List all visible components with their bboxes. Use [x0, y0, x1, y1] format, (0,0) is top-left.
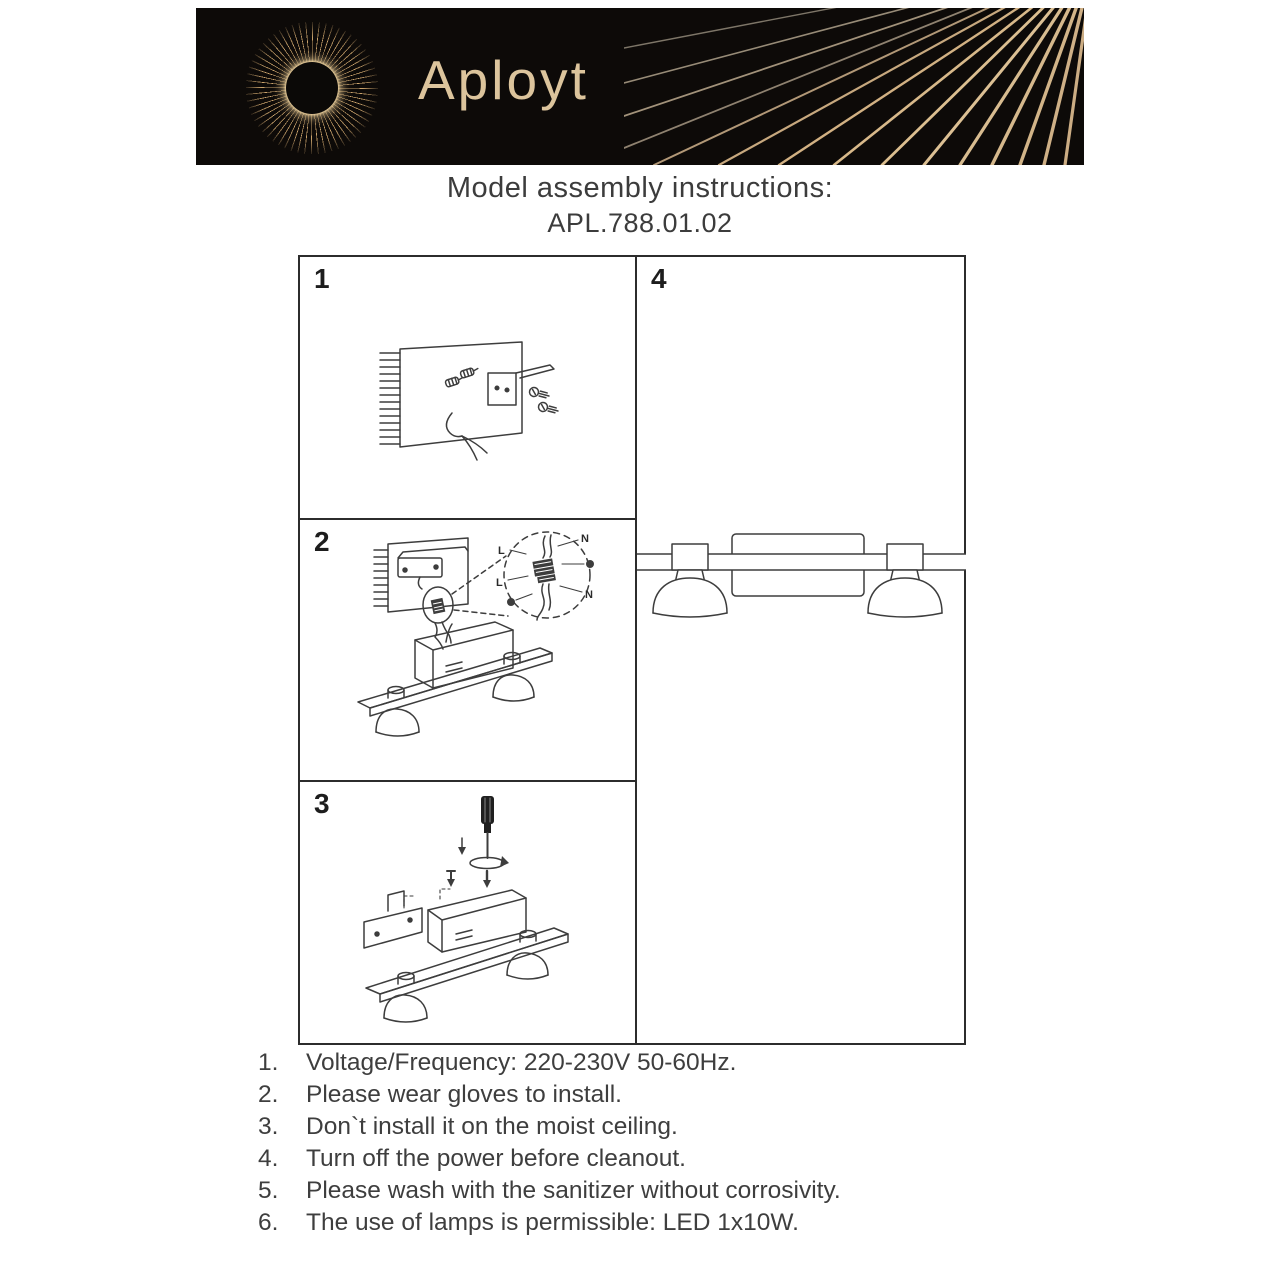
- note-number: 5.: [258, 1177, 279, 1204]
- note-text: Don`t install it on the moist ceiling.: [306, 1113, 678, 1140]
- note-item: [258, 1143, 988, 1175]
- note-text: Turn off the power before cleanout.: [306, 1145, 686, 1172]
- note-number: 3.: [258, 1113, 279, 1140]
- step-2-number: 2: [314, 526, 330, 557]
- note-number: 2.: [258, 1081, 279, 1108]
- wiring-label-n1: N: [581, 533, 589, 545]
- step-2-drawing: [300, 520, 635, 778]
- assembly-steps-grid: [298, 255, 966, 1045]
- step-1-panel: [300, 257, 637, 520]
- model-number: APL.788.01.02: [547, 208, 733, 238]
- step-4-panel: [637, 257, 964, 1043]
- brand-logotype: Aployt: [418, 49, 589, 111]
- note-number: 6.: [258, 1209, 279, 1236]
- sunburst-logo-icon: [246, 22, 378, 154]
- note-item: [258, 1079, 988, 1111]
- wiring-label-l2: L: [496, 577, 503, 589]
- note-text: The use of lamps is permissible: LED 1x10W.: [306, 1209, 799, 1236]
- step-4-drawing: [637, 257, 966, 1043]
- note-text: Voltage/Frequency: 220-230V 50-60Hz.: [306, 1049, 737, 1076]
- note-text: Please wash with the sanitizer without corrosivity.: [306, 1177, 841, 1204]
- wiring-label-l1: L: [498, 545, 505, 557]
- step-1-drawing: [300, 257, 635, 518]
- page-title: Model assembly instructions:: [446, 172, 834, 204]
- step-1-number: 1: [314, 263, 330, 294]
- note-item: [258, 1111, 988, 1143]
- decorative-rays-icon: [624, 8, 1084, 165]
- note-item: [258, 1207, 988, 1239]
- step-4-number: 4: [651, 263, 667, 294]
- step-3-number: 3: [314, 788, 330, 819]
- note-number: 4.: [258, 1145, 279, 1172]
- note-item: [258, 1047, 988, 1079]
- step-3-drawing: [300, 782, 635, 1043]
- note-text: Please wear gloves to install.: [306, 1081, 622, 1108]
- wiring-label-n2: N: [585, 589, 593, 601]
- note-item: [258, 1175, 988, 1207]
- brand-banner: [196, 8, 1084, 165]
- safety-notes-list: [258, 1047, 988, 1239]
- step-3-panel: [300, 782, 637, 1043]
- note-number: 1.: [258, 1049, 279, 1076]
- step-2-panel: [300, 520, 637, 782]
